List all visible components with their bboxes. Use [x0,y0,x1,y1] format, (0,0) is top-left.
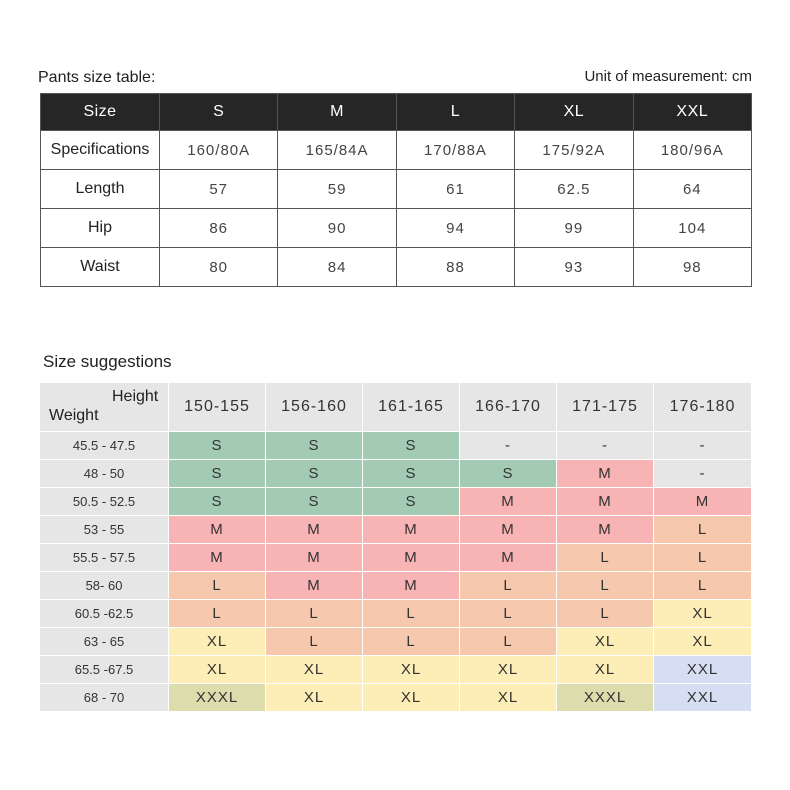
weight-range-label: 45.5 - 47.5 [40,432,168,459]
size-suggestion-cell: S [363,488,459,515]
table-cell: 160/80A [160,131,278,170]
size-suggestion-cell: L [654,516,751,543]
size-table-title: Pants size table: [38,69,156,86]
size-suggestions-title: Size suggestions [43,352,172,371]
table-cell: 94 [396,209,514,248]
row-label: Waist [41,248,160,287]
size-suggestion-cell: M [266,544,362,571]
size-suggestion-cell: XL [363,656,459,683]
size-suggestion-cell: XL [363,684,459,711]
height-range-header: 171-175 [557,383,653,431]
weight-range-label: 68 - 70 [40,684,168,711]
size-suggestion-cell: M [266,516,362,543]
size-suggestion-cell: XL [654,628,751,655]
size-suggestion-cell: M [654,488,751,515]
size-suggestion-cell: XXL [654,684,751,711]
table-cell: 64 [633,170,751,209]
size-suggestion-cell: M [460,516,556,543]
size-suggestion-cell: XL [557,628,653,655]
size-suggestion-cell: XL [266,656,362,683]
size-suggestion-cell: L [654,544,751,571]
size-suggestion-cell: - [654,432,751,459]
weight-range-label: 55.5 - 57.5 [40,544,168,571]
size-header: Size [41,94,160,131]
row-label: Length [41,170,160,209]
size-suggestion-cell: XL [169,628,265,655]
size-suggestion-cell: M [460,544,556,571]
table-cell: 59 [278,170,396,209]
weight-range-label: 60.5 -62.5 [40,600,168,627]
size-suggestion-cell: M [363,572,459,599]
size-header-m: M [278,94,396,131]
table-cell: 86 [160,209,278,248]
size-header-xl: XL [515,94,633,131]
table-cell: 84 [278,248,396,287]
size-header-s: S [160,94,278,131]
size-suggestion-cell: L [363,600,459,627]
weight-range-label: 50.5 - 52.5 [40,488,168,515]
table-row-waist [41,248,752,287]
weight-range-label: 48 - 50 [40,460,168,487]
size-suggestion-cell: XXL [654,656,751,683]
size-suggestion-cell: L [169,572,265,599]
size-suggestion-cell: - [557,432,653,459]
pants-size-table [40,93,752,287]
size-suggestion-cell: XL [460,684,556,711]
table-cell: 98 [633,248,751,287]
size-suggestion-cell: XL [266,684,362,711]
size-suggestion-cell: - [654,460,751,487]
size-table-header-row [41,94,752,131]
size-suggestion-cell: S [460,460,556,487]
size-suggestion-cell: M [169,516,265,543]
weight-range-label: 58- 60 [40,572,168,599]
height-range-header: 161-165 [363,383,459,431]
size-suggestion-cell: L [557,544,653,571]
size-suggestion-cell: S [363,460,459,487]
corner-weight-label: Weight [49,407,99,424]
height-range-header: 166-170 [460,383,556,431]
size-suggestion-cell: M [557,460,653,487]
size-suggestion-cell: L [654,572,751,599]
table-row-hip [41,209,752,248]
height-range-header: 150-155 [169,383,265,431]
table-cell: 61 [396,170,514,209]
table-cell: 93 [515,248,633,287]
table-cell: 175/92A [515,131,633,170]
size-suggestion-grid [40,383,751,712]
size-suggestion-cell: L [266,600,362,627]
table-cell: 90 [278,209,396,248]
height-range-header: 156-160 [266,383,362,431]
table-cell: 62.5 [515,170,633,209]
size-suggestion-cell: M [169,544,265,571]
size-suggestion-cell: XL [460,656,556,683]
size-suggestion-cell: S [266,488,362,515]
height-range-header: 176-180 [654,383,751,431]
size-suggestion-cell: S [266,460,362,487]
size-suggestion-cell: S [266,432,362,459]
weight-range-label: 65.5 -67.5 [40,656,168,683]
size-suggestion-cell: L [266,628,362,655]
table-cell: 165/84A [278,131,396,170]
size-suggestion-cell: L [557,572,653,599]
corner-height-label: Height [112,388,159,405]
row-label: Hip [41,209,160,248]
size-suggestion-cell: - [460,432,556,459]
size-suggestion-cell: S [363,432,459,459]
table-cell: 80 [160,248,278,287]
grid-corner [40,383,168,431]
size-suggestion-cell: M [266,572,362,599]
size-suggestion-cell: M [363,544,459,571]
table-cell: 88 [396,248,514,287]
size-suggestion-cell: XL [169,656,265,683]
table-cell: 170/88A [396,131,514,170]
weight-range-label: 63 - 65 [40,628,168,655]
size-header-xxl: XXL [633,94,751,131]
row-label: Specifications [41,131,160,170]
size-suggestion-cell: L [557,600,653,627]
size-suggestion-cell: L [460,572,556,599]
size-suggestion-cell: M [363,516,459,543]
table-row-specifications [41,131,752,170]
table-cell: 57 [160,170,278,209]
size-suggestion-cell: S [169,432,265,459]
table-cell: 180/96A [633,131,751,170]
table-cell: 99 [515,209,633,248]
table-row-length [41,170,752,209]
size-suggestion-cell: XL [557,656,653,683]
weight-range-label: 53 - 55 [40,516,168,543]
size-suggestion-cell: M [557,516,653,543]
size-suggestion-cell: M [460,488,556,515]
size-suggestion-cell: XL [654,600,751,627]
size-header-l: L [396,94,514,131]
size-suggestion-cell: S [169,488,265,515]
table-cell: 104 [633,209,751,248]
size-suggestion-cell: L [460,628,556,655]
size-suggestion-cell: M [557,488,653,515]
size-suggestion-cell: L [169,600,265,627]
measurement-unit-note: Unit of measurement: cm [584,68,752,85]
size-suggestion-cell: XXXL [557,684,653,711]
size-suggestion-cell: XXXL [169,684,265,711]
size-suggestion-cell: L [363,628,459,655]
size-suggestion-cell: S [169,460,265,487]
size-suggestion-cell: L [460,600,556,627]
